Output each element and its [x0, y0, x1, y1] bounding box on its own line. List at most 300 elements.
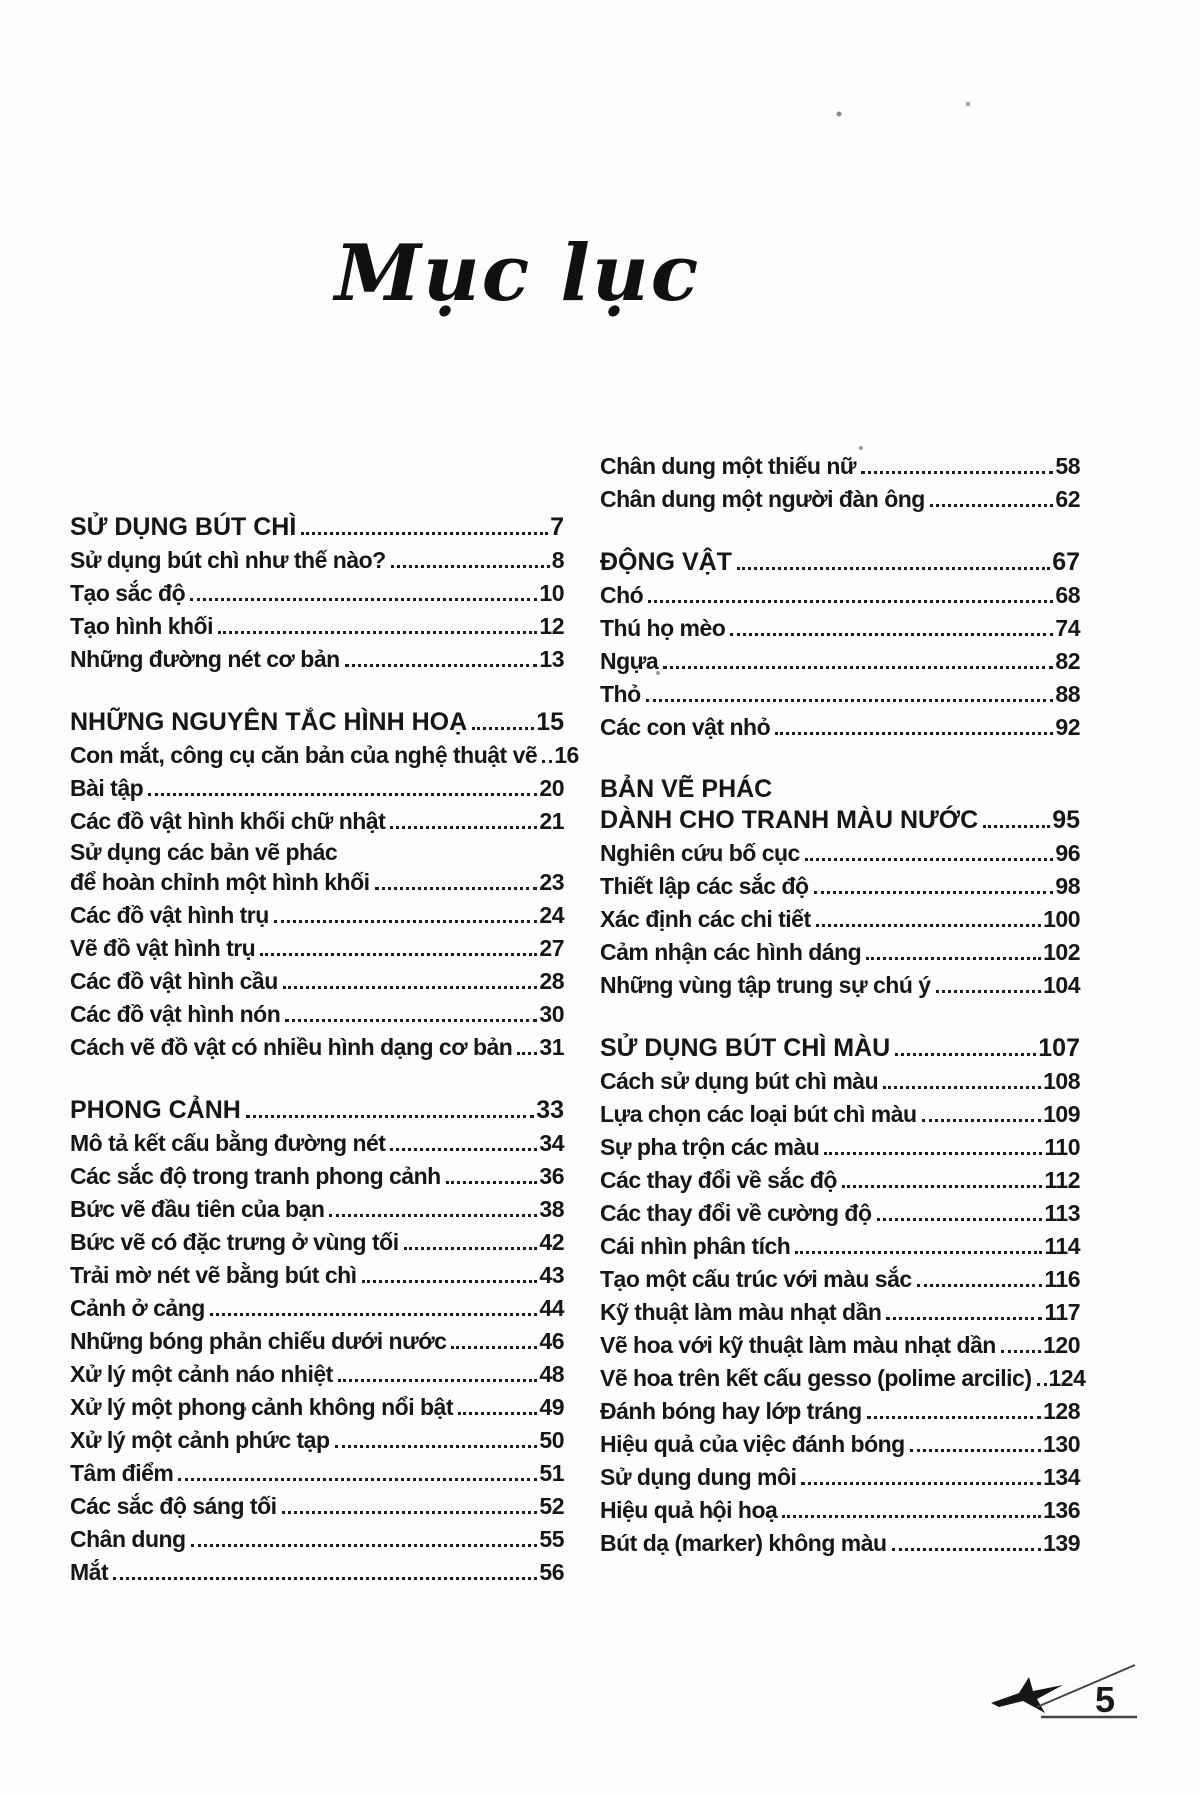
dot-leader [301, 532, 548, 535]
toc-entry [600, 579, 1080, 612]
dot-leader [816, 924, 1041, 927]
dot-leader [922, 1119, 1042, 1122]
toc-entry [600, 1230, 1080, 1263]
toc-group [70, 1094, 564, 1589]
dot-leader [210, 1313, 538, 1316]
toc-row [70, 1031, 564, 1064]
toc-page-number: 82 [1055, 648, 1080, 674]
dot-leader [805, 858, 1054, 861]
toc-entry-label: Hiệu quả hội hoạ [600, 1497, 778, 1523]
dot-leader [866, 957, 1041, 960]
toc-entry [70, 544, 564, 577]
toc-entry [70, 1391, 564, 1424]
toc-row [600, 1032, 1080, 1065]
toc-entry [70, 610, 564, 643]
toc-page-number: 55 [539, 1526, 564, 1552]
toc-entry-label: Chân dung một người đàn ông [600, 486, 925, 512]
toc-entry [600, 1098, 1080, 1131]
toc-entry [70, 965, 564, 998]
toc-page-number: 51 [539, 1460, 564, 1486]
toc-columns [70, 450, 1086, 1589]
toc-row [600, 1395, 1080, 1428]
dot-leader [801, 1482, 1041, 1485]
dot-leader [404, 1247, 538, 1250]
dot-leader [362, 1280, 538, 1283]
toc-column-left [70, 450, 579, 1589]
footer-page-marker [985, 1655, 1155, 1730]
toc-page-number: 62 [1055, 486, 1080, 512]
dot-leader [930, 504, 1054, 507]
toc-page-number: 68 [1055, 582, 1080, 608]
toc-entry-label-line1: BẢN VẼ PHÁC [600, 775, 773, 803]
toc-entry-label: Cảnh ở cảng [70, 1295, 205, 1321]
toc-entry [600, 903, 1080, 936]
toc-entry-label: Đánh bóng hay lớp tráng [600, 1398, 862, 1424]
toc-page-number: 100 [1043, 906, 1080, 932]
toc-row [600, 1461, 1080, 1494]
toc-entry-label: Các sắc độ trong tranh phong cảnh [70, 1163, 441, 1189]
toc-entry-label: Xử lý một phong cảnh không nổi bật [70, 1394, 453, 1420]
toc-row [70, 577, 564, 610]
page-title: Mục lục [334, 228, 701, 319]
dot-leader [446, 1181, 538, 1184]
toc-row [600, 903, 1080, 936]
toc-page-number: 130 [1043, 1431, 1080, 1457]
toc-entry-label: Chó [600, 582, 644, 608]
toc-entry-label: Hiệu quả của việc đánh bóng [600, 1431, 905, 1457]
toc-entry-label: Các đồ vật hình nón [70, 1001, 281, 1027]
dot-leader [285, 1019, 537, 1022]
toc-row [70, 1259, 564, 1292]
toc-row [600, 1362, 1086, 1395]
toc-entry-label: Trải mờ nét vẽ bằng bút chì [70, 1262, 357, 1288]
toc-entry-label: Cách sử dụng bút chì màu [600, 1068, 879, 1094]
toc-page-number: 20 [539, 775, 564, 801]
toc-entry [70, 1523, 564, 1556]
toc-row [600, 483, 1080, 516]
toc-entry-label: Xử lý một cảnh phức tạp [70, 1427, 330, 1453]
toc-row [600, 1164, 1080, 1197]
dot-leader [877, 1218, 1043, 1221]
toc-entry [70, 1127, 564, 1160]
toc-entry-label: Bức vẽ đầu tiên của bạn [70, 1196, 325, 1222]
toc-entry [600, 1131, 1080, 1164]
dot-leader [861, 471, 1053, 474]
toc-row [600, 1494, 1080, 1527]
toc-page-number: 96 [1055, 840, 1080, 866]
toc-page-number: 56 [539, 1559, 564, 1585]
dot-leader [782, 1515, 1041, 1518]
toc-page-number: 108 [1043, 1068, 1080, 1094]
toc-entry-label: Nghiên cứu bố cục [600, 840, 800, 866]
toc-entry [600, 711, 1080, 744]
toc-entry [600, 1197, 1080, 1230]
toc-row [70, 1424, 564, 1457]
dot-leader [895, 1053, 1036, 1056]
toc-entry [600, 1527, 1080, 1560]
toc-entry-label: Ngựa [600, 648, 659, 674]
toc-row [600, 1428, 1080, 1461]
toc-row [600, 969, 1080, 1002]
toc-row [600, 450, 1080, 483]
toc-page-number: 128 [1043, 1398, 1080, 1424]
toc-row [70, 805, 564, 838]
toc-entry [70, 1556, 564, 1589]
toc-row [600, 1131, 1080, 1164]
toc-entry-label: Con mắt, công cụ căn bản của nghệ thuật vẽ [70, 742, 538, 768]
toc-row [600, 1197, 1080, 1230]
toc-page-number: 44 [539, 1295, 564, 1321]
dot-leader [892, 1548, 1042, 1551]
toc-entry [70, 1226, 564, 1259]
toc-entry-label: Những bóng phản chiếu dưới nước [70, 1328, 447, 1354]
toc-entry-label: Vẽ hoa với kỹ thuật làm màu nhạt dần [600, 1332, 996, 1358]
toc-page-number: 136 [1043, 1497, 1080, 1523]
toc-entry-label: Các thay đổi về sắc độ [600, 1167, 837, 1193]
toc-row [600, 711, 1080, 744]
toc-page-number: 38 [539, 1196, 564, 1222]
toc-group [600, 1032, 1086, 1560]
toc-page-number: 74 [1055, 615, 1080, 641]
toc-entry-label: Các con vật nhỏ [600, 714, 771, 740]
toc-page-number: 88 [1055, 681, 1080, 707]
toc-entry [600, 870, 1080, 903]
toc-group [600, 450, 1080, 516]
dot-leader [883, 1086, 1041, 1089]
dot-leader [260, 953, 537, 956]
toc-entry [70, 1259, 564, 1292]
toc-page-number: 12 [539, 613, 564, 639]
toc-entry [600, 1329, 1080, 1362]
toc-entry-label: Thú họ mèo [600, 615, 726, 641]
toc-page-number: 134 [1043, 1464, 1080, 1490]
toc-entry [600, 1494, 1080, 1527]
toc-page-number: 33 [536, 1096, 564, 1124]
toc-page-number: 102 [1043, 939, 1080, 965]
toc-entry [600, 1296, 1080, 1329]
toc-section-header [70, 1094, 564, 1127]
toc-entry [600, 969, 1080, 1002]
toc-page-number: 109 [1043, 1101, 1080, 1127]
toc-row [600, 804, 1080, 837]
toc-entry-label: Bài tập [70, 775, 144, 801]
toc-page-number: 42 [539, 1229, 564, 1255]
toc-column-right [600, 450, 1086, 1589]
dot-leader [814, 891, 1054, 894]
toc-row [600, 1230, 1080, 1263]
toc-page-number: 52 [539, 1493, 564, 1519]
toc-page-number: 110 [1044, 1134, 1080, 1160]
dot-leader [178, 1478, 537, 1481]
toc-row [600, 1065, 1080, 1098]
toc-entry-label: Xử lý một cảnh náo nhiệt [70, 1361, 333, 1387]
dot-leader [391, 565, 550, 568]
toc-entry-label: để hoàn chỉnh một hình khối [70, 869, 370, 895]
toc-row [70, 1127, 564, 1160]
toc-entry-label: DÀNH CHO TRANH MÀU NƯỚC [600, 806, 979, 834]
toc-row [70, 1490, 564, 1523]
toc-entry [600, 1461, 1080, 1494]
toc-entry-label: Sự pha trộn các màu [600, 1134, 820, 1160]
dot-leader [390, 1148, 537, 1151]
toc-row [70, 932, 564, 965]
toc-page-number: 50 [539, 1427, 564, 1453]
toc-page-number: 27 [539, 935, 564, 961]
toc-page-number: 10 [539, 580, 564, 606]
toc-entry-label: Cách vẽ đồ vật có nhiều hình dạng cơ bản [70, 1034, 513, 1060]
toc-group [70, 706, 579, 1064]
toc-row [70, 511, 564, 544]
toc-entry-label: Tạo hình khối [70, 613, 213, 639]
toc-row [70, 866, 564, 899]
dot-leader [148, 793, 537, 796]
toc-row [70, 998, 564, 1031]
dot-leader [329, 1214, 537, 1217]
toc-entry [70, 838, 564, 899]
dot-leader [282, 1511, 538, 1514]
toc-entry [70, 1490, 564, 1523]
dot-leader [375, 887, 538, 890]
toc-page-number: 114 [1044, 1233, 1080, 1259]
toc-entry-label: PHONG CẢNH [70, 1096, 241, 1124]
toc-section-header [600, 774, 1080, 837]
dot-leader [113, 1577, 537, 1580]
toc-entry-label: Vẽ đồ vật hình trụ [70, 935, 256, 961]
toc-row [70, 610, 564, 643]
toc-row [70, 1094, 564, 1127]
toc-row [600, 1098, 1080, 1131]
toc-entry-label: Thiết lập các sắc độ [600, 873, 809, 899]
toc-entry [600, 1164, 1080, 1197]
dot-leader [345, 664, 538, 667]
toc-page-number: 16 [554, 742, 579, 768]
toc-entry-label: Vẽ hoa trên kết cấu gesso (polime arcilic) [600, 1365, 1032, 1391]
toc-row [600, 1329, 1080, 1362]
toc-entry-label: Bức vẽ có đặc trưng ở vùng tối [70, 1229, 399, 1255]
toc-row [70, 965, 564, 998]
toc-row [600, 645, 1080, 678]
toc-row [70, 706, 564, 739]
toc-row [70, 739, 579, 772]
toc-page-number: 13 [539, 646, 564, 672]
toc-entry-label: Xác định các chi tiết [600, 906, 811, 932]
toc-entry-label: Các đồ vật hình khối chữ nhật [70, 808, 386, 834]
toc-row [600, 936, 1080, 969]
toc-entry [70, 932, 564, 965]
toc-entry-label: Cảm nhận các hình dáng [600, 939, 862, 965]
toc-entry-label: NHỮNG NGUYÊN TẮC HÌNH HOẠ [70, 708, 468, 736]
toc-entry-label: Các đồ vật hình cầu [70, 968, 278, 994]
toc-page-number: 92 [1055, 714, 1080, 740]
toc-entry-label: Mô tả kết cấu bằng đường nét [70, 1130, 386, 1156]
toc-entry [70, 805, 564, 838]
toc-page-number: 139 [1043, 1530, 1080, 1556]
toc-page-number: 120 [1043, 1332, 1080, 1358]
toc-page-number: 36 [539, 1163, 564, 1189]
toc-entry [70, 739, 579, 772]
toc-entry-label: Kỹ thuật làm màu nhạt dần [600, 1299, 882, 1325]
dot-leader [730, 633, 1053, 636]
dot-leader [338, 1379, 538, 1382]
toc-section-header [70, 511, 564, 544]
dot-leader [646, 699, 1054, 702]
toc-entry-label: Thỏ [600, 681, 641, 707]
toc-row [70, 1523, 564, 1556]
toc-row [70, 1391, 564, 1424]
dot-leader [451, 1346, 537, 1349]
toc-row [70, 1193, 564, 1226]
toc-row [70, 1358, 564, 1391]
toc-entry [70, 1325, 564, 1358]
toc-group [600, 546, 1080, 744]
toc-entry-label: Mắt [70, 1559, 109, 1585]
toc-entry-label: Chân dung [70, 1526, 186, 1552]
toc-entry-label: Những đường nét cơ bản [70, 646, 340, 672]
toc-page-number: 112 [1044, 1167, 1080, 1193]
dot-leader [886, 1317, 1042, 1320]
dot-leader [472, 727, 534, 730]
toc-page-number: 113 [1044, 1200, 1080, 1226]
toc-entry [70, 1424, 564, 1457]
dot-leader [936, 990, 1042, 993]
toc-entry-label: Cái nhìn phân tích [600, 1233, 791, 1259]
toc-entry [70, 998, 564, 1031]
toc-row [70, 1325, 564, 1358]
toc-page-number: 116 [1044, 1266, 1080, 1292]
toc-page-number: 124 [1048, 1365, 1086, 1391]
dot-leader [648, 600, 1053, 603]
toc-entry [70, 1031, 564, 1064]
toc-group [600, 774, 1080, 1002]
toc-group [70, 511, 564, 676]
dot-leader [983, 825, 1050, 828]
toc-row [600, 1263, 1080, 1296]
toc-row [600, 579, 1080, 612]
toc-entry [600, 612, 1080, 645]
dot-leader [663, 666, 1053, 669]
toc-page-number: 8 [551, 547, 564, 573]
plane-icon [985, 1655, 1155, 1730]
toc-page-number: 107 [1038, 1034, 1080, 1062]
toc-entry-label: Các sắc độ sáng tối [70, 1493, 277, 1519]
toc-entry-label: Các đồ vật hình trụ [70, 902, 269, 928]
toc-row [70, 1457, 564, 1490]
toc-row [70, 1556, 564, 1589]
dot-leader [917, 1284, 1043, 1287]
toc-entry [70, 772, 564, 805]
toc-entry [600, 483, 1080, 516]
toc-entry [70, 1160, 564, 1193]
dot-leader [910, 1449, 1041, 1452]
dot-leader [191, 1544, 538, 1547]
toc-entry-label: Tạo sắc độ [70, 580, 186, 606]
toc-entry-label: Những vùng tập trung sự chú ý [600, 972, 931, 998]
toc-entry-label: Tạo một cấu trúc với màu sắc [600, 1266, 912, 1292]
toc-entry-label: SỬ DỤNG BÚT CHÌ MÀU [600, 1034, 891, 1062]
toc-entry-label: Bút dạ (marker) không màu [600, 1530, 887, 1556]
dot-leader [867, 1416, 1041, 1419]
dot-leader [283, 986, 538, 989]
toc-entry [70, 1292, 564, 1325]
toc-row [600, 546, 1080, 579]
toc-page-number: 46 [539, 1328, 564, 1354]
dot-leader [517, 1052, 537, 1055]
toc-page-number: 7 [550, 513, 564, 541]
toc-entry-label: Sử dụng bút chì như thế nào? [70, 547, 386, 573]
dot-leader [1001, 1350, 1041, 1353]
scan-noise [0, 0, 2, 2]
toc-section-header [600, 546, 1080, 579]
toc-entry-label: Tâm điểm [70, 1460, 174, 1486]
dot-leader [737, 567, 1050, 570]
dot-leader [246, 1115, 534, 1118]
toc-entry [600, 450, 1080, 483]
toc-row [70, 772, 564, 805]
toc-row [70, 1292, 564, 1325]
folio-page-number: 5 [1095, 1679, 1116, 1720]
toc-entry-label: Sử dụng dung môi [600, 1464, 797, 1490]
toc-entry [70, 1358, 564, 1391]
toc-row [70, 544, 564, 577]
toc-page-number: 49 [539, 1394, 564, 1420]
toc-page-number: 104 [1043, 972, 1080, 998]
toc-row [600, 678, 1080, 711]
dot-leader [824, 1152, 1042, 1155]
toc-entry [70, 577, 564, 610]
toc-page-number: 58 [1055, 453, 1080, 479]
toc-page-number: 28 [539, 968, 564, 994]
toc-row [600, 837, 1080, 870]
dot-leader [458, 1412, 537, 1415]
toc-entry [600, 1428, 1080, 1461]
toc-row [70, 1160, 564, 1193]
toc-page-number: 48 [539, 1361, 564, 1387]
toc-entry-label: ĐỘNG VẬT [600, 548, 732, 576]
dot-leader [775, 732, 1053, 735]
toc-entry [70, 1457, 564, 1490]
toc-section-header [70, 706, 564, 739]
toc-entry-label: SỬ DỤNG BÚT CHÌ [70, 513, 297, 541]
toc-page-number: 67 [1052, 548, 1080, 576]
dot-leader [218, 631, 537, 634]
toc-page-number: 30 [539, 1001, 564, 1027]
toc-page-number: 15 [536, 708, 564, 736]
dot-leader [795, 1251, 1042, 1254]
dot-leader [190, 598, 537, 601]
toc-entry-label: Các thay đổi về cường độ [600, 1200, 872, 1226]
dot-leader [274, 920, 538, 923]
toc-row [600, 870, 1080, 903]
toc-page-number: 43 [539, 1262, 564, 1288]
toc-entry [600, 1263, 1080, 1296]
toc-entry [600, 1395, 1080, 1428]
toc-entry [600, 645, 1080, 678]
toc-entry [70, 643, 564, 676]
dot-leader [390, 826, 537, 829]
toc-entry-label-line1: Sử dụng các bản vẽ phác [70, 839, 338, 865]
toc-entry [70, 899, 564, 932]
toc-page-number: 98 [1055, 873, 1080, 899]
toc-entry [600, 837, 1080, 870]
dot-leader [335, 1445, 538, 1448]
toc-row [600, 612, 1080, 645]
toc-row [70, 643, 564, 676]
toc-page-number: 24 [539, 902, 564, 928]
toc-entry [600, 936, 1080, 969]
toc-row [600, 1527, 1080, 1560]
toc-page-number: 23 [539, 869, 564, 895]
toc-row [70, 899, 564, 932]
